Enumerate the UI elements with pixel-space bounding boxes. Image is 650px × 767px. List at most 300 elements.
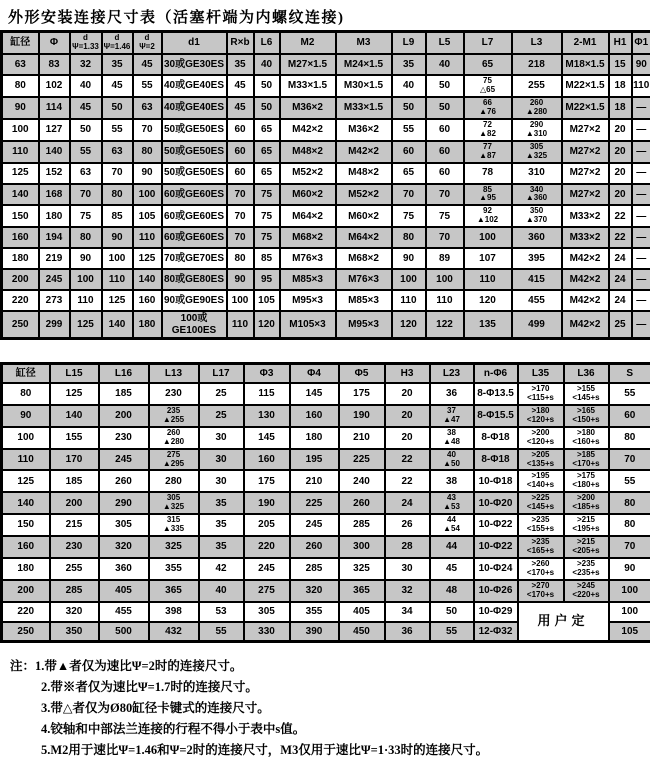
table-cell: >165 <150+s xyxy=(564,405,609,427)
table-cell: 30或GE30ES xyxy=(162,54,227,75)
table-cell: 45 xyxy=(133,54,162,75)
table-cell: 48 xyxy=(430,580,474,602)
table-cell: M42×2 xyxy=(562,311,609,339)
table-cell: 55 xyxy=(430,622,474,642)
table-cell: 50 xyxy=(392,97,426,119)
table-cell: 40 xyxy=(70,75,102,97)
table-cell: 499 xyxy=(512,311,562,339)
table-cell: 50 xyxy=(426,75,464,97)
table-cell: — xyxy=(632,163,650,184)
table-cell: 340 ▲360 xyxy=(512,184,562,206)
table-cell: 8-Φ18 xyxy=(474,449,518,471)
table-row xyxy=(2,558,650,580)
table-cell: 60或GE60ES xyxy=(162,205,227,227)
table-cell: 275 xyxy=(244,580,290,602)
column-header: L15 xyxy=(50,364,99,383)
table-cell: 37 ▲47 xyxy=(430,405,474,427)
table-cell: 85 xyxy=(102,205,133,227)
table-cell: 305 xyxy=(244,602,290,622)
table-cell: 55 xyxy=(609,470,650,492)
table-cell: 240 xyxy=(339,470,385,492)
table-cell: 100 xyxy=(2,119,39,141)
table-cell: M64×2 xyxy=(280,205,336,227)
table-cell: 110 xyxy=(70,290,102,311)
table-cell: 63 xyxy=(133,97,162,119)
note-line xyxy=(10,677,650,698)
table-cell: 355 xyxy=(149,558,199,580)
table-cell: 500 xyxy=(99,622,149,642)
table-cell: — xyxy=(632,205,650,227)
table-cell: 18 xyxy=(609,97,632,119)
table-cell: 85 ▲95 xyxy=(464,184,512,206)
table-cell: 150 xyxy=(2,514,50,536)
table-cell: 160 xyxy=(133,290,162,311)
table-cell: 70 xyxy=(426,227,464,248)
table-cell: M60×2 xyxy=(336,205,392,227)
table-cell: 60或GE60ES xyxy=(162,227,227,248)
column-header: d Ψ=2 xyxy=(133,32,162,54)
table-cell: 70或GE70ES xyxy=(162,248,227,269)
table-cell: 80 xyxy=(133,141,162,163)
column-header: 缸径 xyxy=(2,32,39,54)
table-cell: M42×2 xyxy=(562,248,609,269)
table-cell: 130 xyxy=(244,405,290,427)
table-cell: 100 xyxy=(426,269,464,290)
table-cell: 80 xyxy=(227,248,254,269)
table-cell: 10-Φ24 xyxy=(474,558,518,580)
table-cell: 110 xyxy=(426,290,464,311)
table-cell: M42×2 xyxy=(336,141,392,163)
column-header: M2 xyxy=(280,32,336,54)
table-cell: 398 xyxy=(149,602,199,622)
table-cell: — xyxy=(632,269,650,290)
table-cell: 66 ▲76 xyxy=(464,97,512,119)
table-cell: >200 <185+s xyxy=(564,492,609,514)
table-cell: 20 xyxy=(385,383,430,405)
note-item: 1.带▲者仅为速比Ψ=2时的连接尺寸。 xyxy=(35,659,242,673)
table-cell: 230 xyxy=(50,536,99,558)
table-cell: 30 xyxy=(199,470,244,492)
table-cell: 205 xyxy=(244,514,290,536)
table-cell: 55 xyxy=(392,119,426,141)
table-cell: — xyxy=(632,119,650,141)
table-cell: 175 xyxy=(244,470,290,492)
table-cell: 80 xyxy=(102,184,133,206)
column-header: Φ1 xyxy=(632,32,650,54)
table-cell: 185 xyxy=(50,470,99,492)
table-cell: 100 xyxy=(227,290,254,311)
table-cell: 70 xyxy=(392,184,426,206)
table-cell: 63 xyxy=(102,141,133,163)
table-cell: 450 xyxy=(339,622,385,642)
table-cell: 185 xyxy=(99,383,149,405)
table-row xyxy=(2,470,650,492)
table-cell: 22 xyxy=(609,227,632,248)
table-row xyxy=(2,119,650,141)
column-header: d Ψ=1.46 xyxy=(102,32,133,54)
table-cell: 122 xyxy=(426,311,464,339)
note-item: 5.M2用于速比Ψ=1.46和Ψ=2时的连接尺寸，M3仅用于速比Ψ=1·33时的连接尺寸。 xyxy=(41,743,488,757)
table-cell: 70 xyxy=(133,119,162,141)
table-row xyxy=(2,141,650,163)
table-cell: 38 xyxy=(430,470,474,492)
table-cell: 45 xyxy=(102,75,133,97)
table-cell: M27×2 xyxy=(562,141,609,163)
table-cell: 160 xyxy=(2,227,39,248)
table-cell: 155 xyxy=(50,427,99,449)
table-cell: M85×3 xyxy=(280,269,336,290)
table-cell: M18×1.5 xyxy=(562,54,609,75)
table-cell: 45 xyxy=(70,97,102,119)
table-row xyxy=(2,580,650,602)
table-cell: 20 xyxy=(609,119,632,141)
table-cell: 55 xyxy=(609,383,650,405)
table-row xyxy=(2,97,650,119)
column-header: S xyxy=(609,364,650,383)
table-cell: 70 xyxy=(609,449,650,471)
table-cell: 125 xyxy=(102,290,133,311)
table-cell: 140 xyxy=(133,269,162,290)
table-cell: 8-Φ15.5 xyxy=(474,405,518,427)
table-cell: 20 xyxy=(609,141,632,163)
table-cell: 90 xyxy=(102,227,133,248)
table-cell: 330 xyxy=(244,622,290,642)
table-cell: 70 xyxy=(227,184,254,206)
table-cell: 230 xyxy=(149,383,199,405)
table-cell: 110 xyxy=(227,311,254,339)
table-cell: 35 xyxy=(392,54,426,75)
table-cell: 105 xyxy=(254,290,280,311)
user-defined-cell: 用户定 xyxy=(518,602,609,642)
table-cell: 250 xyxy=(2,622,50,642)
table-cell: M52×2 xyxy=(280,163,336,184)
table-cell: 225 xyxy=(290,492,339,514)
table-cell: 30 xyxy=(385,558,430,580)
table-cell: 194 xyxy=(39,227,70,248)
table-cell: 55 xyxy=(70,141,102,163)
table-cell: >215 <205+s xyxy=(564,536,609,558)
table-cell: 365 xyxy=(149,580,199,602)
table-cell: M76×3 xyxy=(280,248,336,269)
table-cell: 360 xyxy=(99,558,149,580)
table-cell: 45 xyxy=(227,97,254,119)
table-cell: >175 <180+s xyxy=(564,470,609,492)
table-cell: 245 xyxy=(290,514,339,536)
table-cell: 32 xyxy=(70,54,102,75)
table-cell: 110 xyxy=(464,269,512,290)
table-cell: 60或GE60ES xyxy=(162,184,227,206)
table-cell: 40或GE40ES xyxy=(162,97,227,119)
table-cell: 255 xyxy=(50,558,99,580)
table-cell: 299 xyxy=(39,311,70,339)
table-cell: 80 xyxy=(392,227,426,248)
table-cell: 260 ▲280 xyxy=(149,427,199,449)
table-cell: 50 xyxy=(70,119,102,141)
table-cell: 305 ▲325 xyxy=(512,141,562,163)
table-cell: 145 xyxy=(244,427,290,449)
table-cell: 77 ▲87 xyxy=(464,141,512,163)
table-cell: 102 xyxy=(39,75,70,97)
table-cell: 273 xyxy=(39,290,70,311)
table-cell: 24 xyxy=(609,290,632,311)
column-header: M3 xyxy=(336,32,392,54)
table-cell: 215 xyxy=(50,514,99,536)
table-cell: 70 xyxy=(70,184,102,206)
table-cell: 160 xyxy=(244,449,290,471)
table-cell: 110 xyxy=(102,269,133,290)
table-cell: 85 xyxy=(254,248,280,269)
table-cell: 135 xyxy=(464,311,512,339)
table-cell: >180 <160+s xyxy=(564,427,609,449)
table-cell: 72 ▲82 xyxy=(464,119,512,141)
table-cell: 100 xyxy=(609,602,650,622)
table-cell: 40 xyxy=(254,54,280,75)
table-cell: 63 xyxy=(70,163,102,184)
table-cell: 80 xyxy=(2,383,50,405)
table-cell: 350 xyxy=(50,622,99,642)
table-cell: >260 <170+s xyxy=(518,558,564,580)
table-cell: >180 <120+s xyxy=(518,405,564,427)
table-cell: 110 xyxy=(133,227,162,248)
table-cell: 65 xyxy=(254,163,280,184)
table-cell: 100 xyxy=(2,427,50,449)
table-cell: 55 xyxy=(199,622,244,642)
table-cell: 80 xyxy=(609,427,650,449)
table-cell: 35 xyxy=(199,514,244,536)
column-header: Φ3 xyxy=(244,364,290,383)
table-cell: M48×2 xyxy=(336,163,392,184)
table-cell: 175 xyxy=(339,383,385,405)
table-cell: 355 xyxy=(290,602,339,622)
table-cell: 180 xyxy=(2,248,39,269)
table-cell: 36 xyxy=(430,383,474,405)
table-cell: 53 xyxy=(199,602,244,622)
table-cell: 260 xyxy=(339,492,385,514)
table-cell: 180 xyxy=(2,558,50,580)
table-cell: 125 xyxy=(2,163,39,184)
table-cell: 200 xyxy=(50,492,99,514)
table-cell: 90 xyxy=(227,269,254,290)
dimension-table-main xyxy=(0,30,650,340)
table-row xyxy=(2,383,650,405)
table-cell: 63 xyxy=(2,54,39,75)
table-cell: M64×2 xyxy=(336,227,392,248)
table-cell: M27×2 xyxy=(562,184,609,206)
table-cell: 36 xyxy=(385,622,430,642)
column-header: L35 xyxy=(518,364,564,383)
note-item: 3.带△者仅为Ø80缸径卡键式的连接尺寸。 xyxy=(41,701,270,715)
table-cell: 365 xyxy=(339,580,385,602)
table-cell: 75 xyxy=(254,227,280,248)
column-header: L5 xyxy=(426,32,464,54)
notes-prefix: 注： xyxy=(10,659,35,673)
table-cell: 65 xyxy=(464,54,512,75)
table-cell: 80或GE80ES xyxy=(162,269,227,290)
table-cell: 125 xyxy=(2,470,50,492)
table-cell: 275 ▲295 xyxy=(149,449,199,471)
table-cell: 107 xyxy=(464,248,512,269)
table-cell: M27×2 xyxy=(562,119,609,141)
table-cell: 100 xyxy=(392,269,426,290)
table-cell: 405 xyxy=(99,580,149,602)
table-cell: >225 <145+s xyxy=(518,492,564,514)
table-cell: 50 xyxy=(102,97,133,119)
table-cell: 50或GE50ES xyxy=(162,163,227,184)
table-cell: — xyxy=(632,311,650,339)
table-row xyxy=(2,290,650,311)
table-cell: >235 <165+s xyxy=(518,536,564,558)
table-cell: 75 xyxy=(254,184,280,206)
table-cell: 170 xyxy=(50,449,99,471)
table-cell: 50或GE50ES xyxy=(162,141,227,163)
column-header: Φ xyxy=(39,32,70,54)
table-cell: 75 xyxy=(254,205,280,227)
table-cell: 235 ▲255 xyxy=(149,405,199,427)
table-cell: M36×2 xyxy=(280,97,336,119)
table-cell: 100 xyxy=(609,580,650,602)
table-cell: 40 ▲50 xyxy=(430,449,474,471)
table-cell: 290 xyxy=(99,492,149,514)
table-cell: M68×2 xyxy=(336,248,392,269)
table-cell: 100 xyxy=(102,248,133,269)
table-cell: >155 <145+s xyxy=(564,383,609,405)
table-cell: M33×1.5 xyxy=(336,97,392,119)
table-row xyxy=(2,427,650,449)
notes-section xyxy=(0,656,650,761)
table-cell: 35 xyxy=(199,536,244,558)
table-cell: 210 xyxy=(290,470,339,492)
table-cell: 30 xyxy=(199,427,244,449)
table-cell: 255 xyxy=(512,75,562,97)
table-cell: 280 xyxy=(149,470,199,492)
table-cell: 15 xyxy=(609,54,632,75)
table-cell: M24×1.5 xyxy=(336,54,392,75)
table-cell: 24 xyxy=(609,248,632,269)
table-cell: M42×2 xyxy=(562,290,609,311)
table-cell: 200 xyxy=(2,269,39,290)
table-cell: 25 xyxy=(199,405,244,427)
table-cell: 22 xyxy=(385,449,430,471)
table-cell: M27×2 xyxy=(562,163,609,184)
table-cell: 22 xyxy=(609,205,632,227)
table-cell: 40 xyxy=(426,54,464,75)
table-cell: 35 xyxy=(199,492,244,514)
table-cell: 38 ▲48 xyxy=(430,427,474,449)
table-cell: 75 xyxy=(392,205,426,227)
table-cell: 42 xyxy=(199,558,244,580)
table-cell: 115 xyxy=(244,383,290,405)
table-cell: 75 △65 xyxy=(464,75,512,97)
table-cell: 140 xyxy=(39,141,70,163)
column-header: L17 xyxy=(199,364,244,383)
table-cell: 92 ▲102 xyxy=(464,205,512,227)
table-cell: M60×2 xyxy=(280,184,336,206)
table-cell: 90 xyxy=(392,248,426,269)
table-cell: 50 xyxy=(254,75,280,97)
table-cell: 24 xyxy=(385,492,430,514)
table-cell: — xyxy=(632,227,650,248)
table-cell: 10-Φ20 xyxy=(474,492,518,514)
column-header: n-Φ6 xyxy=(474,364,518,383)
table-cell: 110 xyxy=(2,141,39,163)
table-cell: 28 xyxy=(385,536,430,558)
table-cell: 50 xyxy=(254,97,280,119)
table-cell: M27×1.5 xyxy=(280,54,336,75)
column-header: d Ψ=1.33 xyxy=(70,32,102,54)
table-cell: 395 xyxy=(512,248,562,269)
table-cell: 20 xyxy=(385,427,430,449)
table-cell: 20 xyxy=(609,163,632,184)
table-cell: M52×2 xyxy=(336,184,392,206)
column-header: R×b xyxy=(227,32,254,54)
table-cell: — xyxy=(632,248,650,269)
table-cell: 168 xyxy=(39,184,70,206)
table-cell: 220 xyxy=(2,602,50,622)
table-cell: 90 xyxy=(70,248,102,269)
table-cell: 80 xyxy=(70,227,102,248)
column-header: L23 xyxy=(430,364,474,383)
table-cell: 22 xyxy=(385,470,430,492)
table-cell: 90 xyxy=(609,558,650,580)
table-cell: 125 xyxy=(50,383,99,405)
table-cell: M22×1.5 xyxy=(562,97,609,119)
table-cell: 320 xyxy=(50,602,99,622)
table-cell: >170 <115+s xyxy=(518,383,564,405)
table-cell: 225 xyxy=(339,449,385,471)
column-header: 缸径 xyxy=(2,364,50,383)
table-cell: 50 xyxy=(426,97,464,119)
column-header: 2-M1 xyxy=(562,32,609,54)
table-cell: 110 xyxy=(392,290,426,311)
table-cell: M30×1.5 xyxy=(336,75,392,97)
table-cell: 100 xyxy=(70,269,102,290)
table-cell: 55 xyxy=(102,119,133,141)
table-cell: 75 xyxy=(426,205,464,227)
table-row xyxy=(2,54,650,75)
table-cell: M68×2 xyxy=(280,227,336,248)
table-cell: 220 xyxy=(244,536,290,558)
table-cell: >205 <135+s xyxy=(518,449,564,471)
table-cell: 70 xyxy=(227,227,254,248)
table-cell: 70 xyxy=(102,163,133,184)
table-cell: 285 xyxy=(339,514,385,536)
table-cell: 210 xyxy=(339,427,385,449)
table-cell: 350 ▲370 xyxy=(512,205,562,227)
table-row xyxy=(2,449,650,471)
table-cell: 10-Φ22 xyxy=(474,536,518,558)
table-cell: 405 xyxy=(339,602,385,622)
table-cell: 10-Φ26 xyxy=(474,580,518,602)
table-cell: 60 xyxy=(609,405,650,427)
table-cell: 18 xyxy=(609,75,632,97)
table-cell: 20 xyxy=(609,184,632,206)
table-cell: 325 xyxy=(339,558,385,580)
column-header: L7 xyxy=(464,32,512,54)
table-cell: 260 xyxy=(290,536,339,558)
table-cell: 300 xyxy=(339,536,385,558)
table-cell: 140 xyxy=(50,405,99,427)
table-cell: M95×3 xyxy=(280,290,336,311)
table-cell: M42×2 xyxy=(280,119,336,141)
table-cell: 140 xyxy=(2,184,39,206)
table-cell: 125 xyxy=(70,311,102,339)
table-cell: 180 xyxy=(290,427,339,449)
table-cell: 30 xyxy=(199,449,244,471)
table-cell: — xyxy=(632,141,650,163)
table-cell: 65 xyxy=(254,141,280,163)
table-cell: 90 xyxy=(2,97,39,119)
table-cell: 65 xyxy=(392,163,426,184)
